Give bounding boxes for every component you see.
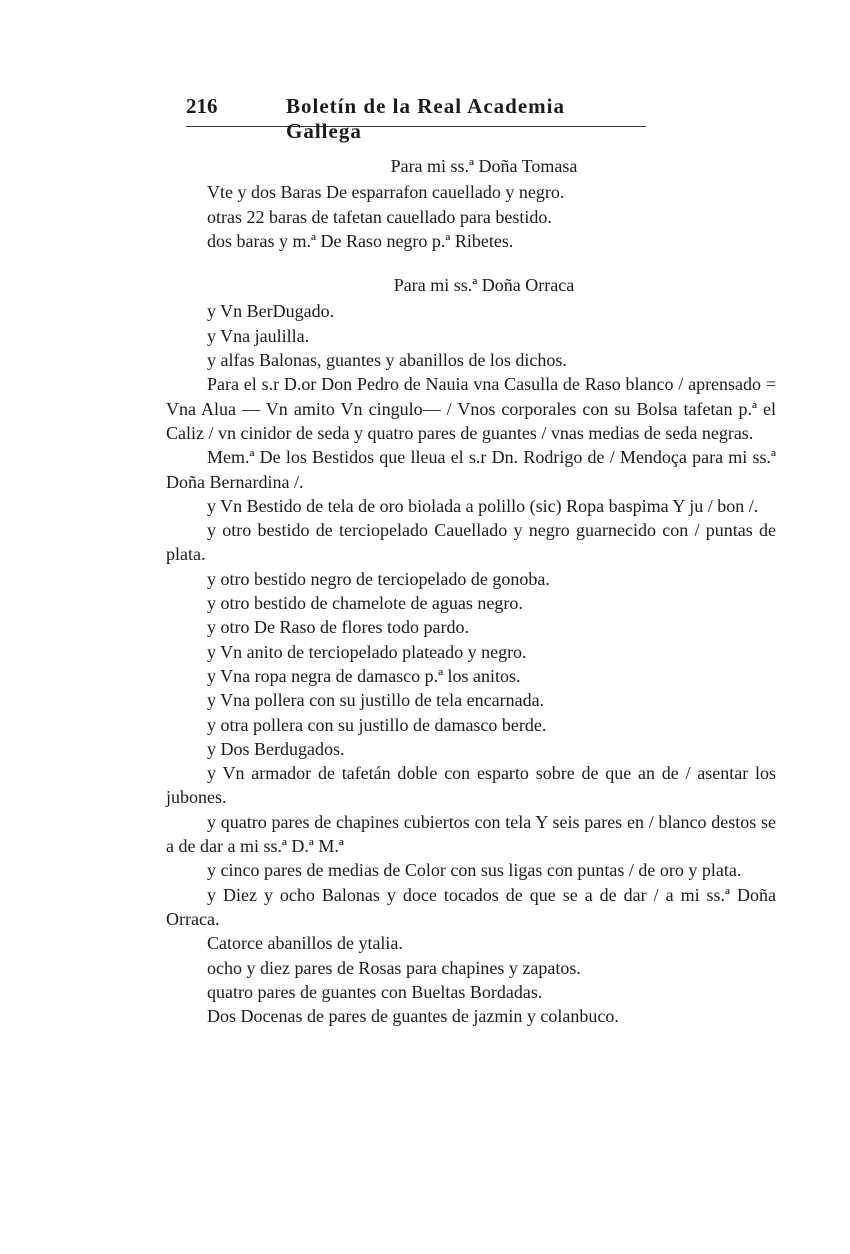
list-item: Vte y dos Baras De esparrafon cauellado y negro. — [207, 182, 565, 203]
list-item: dos baras y m.ª De Raso negro p.ª Ribetes. — [207, 230, 514, 251]
list-item: y otro bestido negro de terciopelado de gonoba. — [207, 568, 550, 589]
list-item: quatro pares de guantes con Bueltas Bordadas. — [207, 981, 543, 1002]
section-heading-orraca: Para mi ss.ª Doña Orraca — [393, 275, 575, 296]
list-item: Catorce abanillos de ytalia. — [207, 933, 403, 954]
orraca-list — [166, 299, 776, 1028]
list-item: y otro bestido de terciopelado Cauellado y negro guarnecido con / puntas de plata. — [166, 520, 776, 565]
list-item: ocho y diez pares de Rosas para chapines y zapatos. — [207, 957, 581, 978]
list-item: y otra pollera con su justillo de damasco berde. — [207, 714, 547, 735]
list-item: Dos Docenas de pares de guantes de jazmin y colanbuco. — [207, 1006, 619, 1027]
list-item: y Vna pollera con su justillo de tela encarnada. — [207, 690, 545, 711]
list-item: y alfas Balonas, guantes y abanillos de los dichos. — [207, 350, 567, 371]
list-item: y Vn BerDugado. — [207, 301, 335, 322]
list-item: y Vn Bestido de tela de oro biolada a polillo (sic) Ropa baspima Y ju / bon /. — [207, 495, 759, 516]
page-number: 216 — [186, 94, 218, 118]
running-header — [186, 94, 646, 143]
list-item: y Vna ropa negra de damasco p.ª los anitos. — [207, 665, 521, 686]
section-heading-tomasa: Para mi ss.ª Doña Tomasa — [390, 156, 578, 176]
list-item: y Diez y ocho Balonas y doce tocados de que se a de dar / a mi ss.ª Doña Orraca. — [166, 884, 776, 929]
list-item: Para el s.r D.or Don Pedro de Nauia vna Casulla de Raso blanco / aprensado = Vna Alua — Vn amito Vn cingulo— / Vnos corporales con su Bolsa tafetan p.ª el Caliz / vn cinidor de seda y quatro pares de guantes / vnas medias de seda negras. — [166, 374, 776, 443]
list-item: y Dos Berdugados. — [207, 738, 345, 759]
list-item: y Vn anito de terciopelado plateado y negro. — [207, 641, 527, 662]
list-item: y Vn armador de tafetán doble con esparto sobre de que an de / asentar los jubones. — [166, 763, 776, 808]
list-item: Mem.ª De los Bestidos que lleua el s.r Dn. Rodrigo de / Mendoça para mi ss.ª Doña Bernardina /. — [166, 447, 776, 492]
list-item: y otro De Raso de flores todo pardo. — [207, 617, 469, 638]
journal-title: Boletín de la Real Academia Gallega — [286, 94, 565, 143]
list-item: y otro bestido de chamelote de aguas negro. — [207, 593, 523, 614]
list-item: y cinco pares de medias de Color con sus ligas con puntas / de oro y plata. — [207, 860, 742, 881]
list-item: y quatro pares de chapines cubiertos con tela Y seis pares en / blanco destos se a de dar a mi ss.ª D.ª M.ª — [166, 811, 776, 857]
list-item: otras 22 baras de tafetan cauellado para bestido. — [207, 206, 552, 227]
body-text — [166, 154, 776, 1028]
tomasa-list — [166, 180, 776, 253]
list-item: y Vna jaulilla. — [207, 325, 310, 346]
